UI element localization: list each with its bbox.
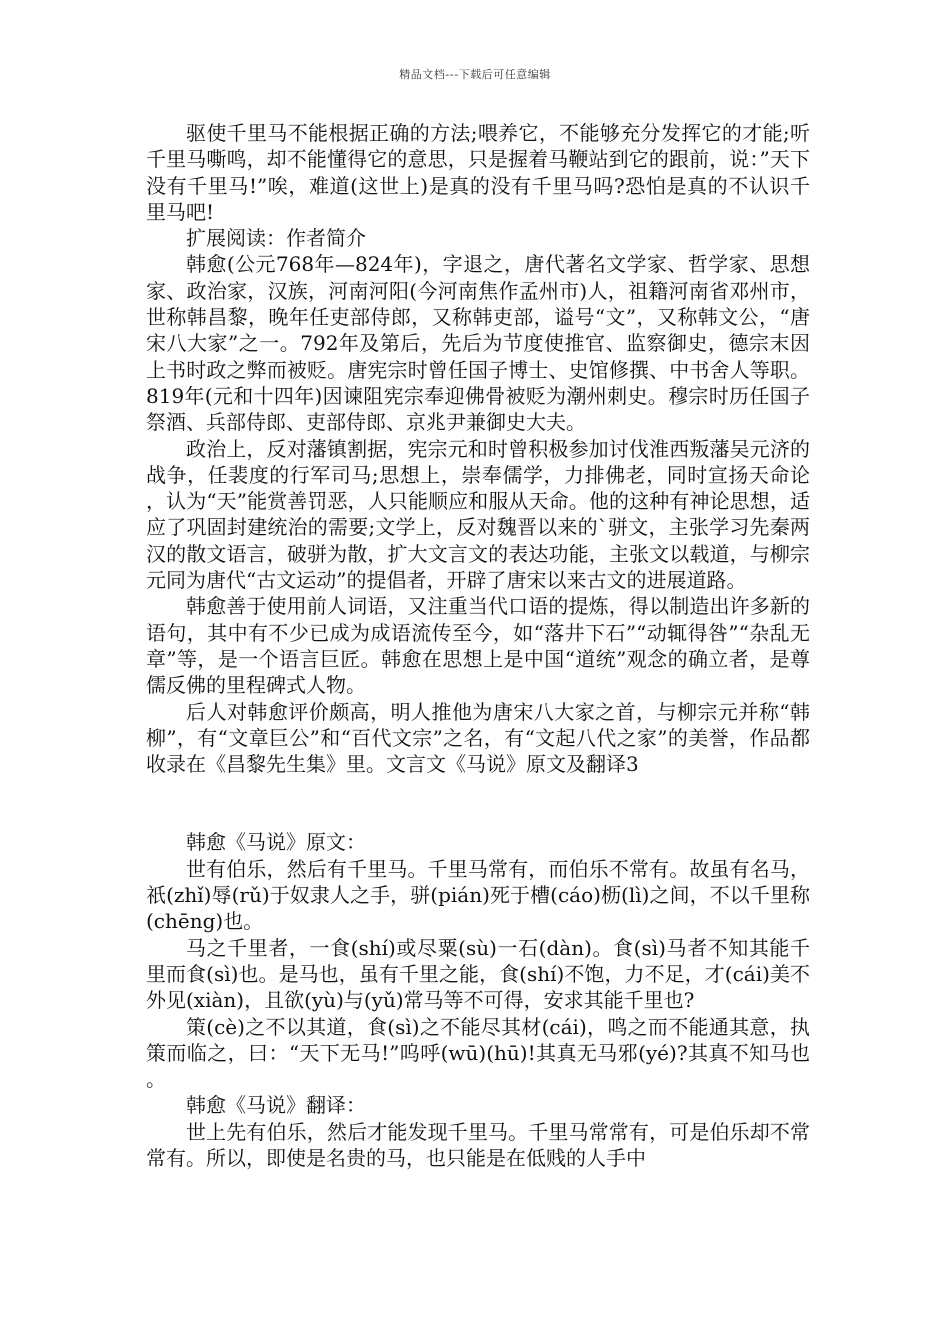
heading-translation: 韩愈《马说》翻译： (186, 1093, 366, 1118)
paragraph-original-3: 策(cè)之不以其道，食(sì)之不能尽其材(cái)，鸣之而不能通其意，执策而临之，曰：“天下无马!”呜呼(wū)(hū)!其真无马邪(yé)?其真不知马也。 (146, 1014, 810, 1092)
paragraph-original-1: 世有伯乐，然后有千里马。千里马常有，而伯乐不常有。故虽有名马，祇(zhǐ)辱(rǔ)于奴隶人之手，骈(pián)死于槽(cáo)枥(lì)之间，不以千里称(chēng)也。 (146, 856, 810, 934)
paragraph-author-bio: 韩愈(公元768年—824年)，字退之，唐代著名文学家、哲学家、思想家、政治家，汉族，河南河阳(今河南焦作孟州市)人，祖籍河南省邓州市，世称韩昌黎，晚年任吏部侍郎，又称韩吏部，谥号“文”，又称韩文公，“唐宋八大家”之一。792年及第后，先后为节度使推官、监察御史，德宗末因上书时政之弊而被贬。唐宪宗时曾任国子博士、史馆修撰、中书舍人等职。819年(元和十四年)因谏阻宪宗奉迎佛骨被贬为潮州刺史。穆宗时历任国子祭酒、兵部侍郎、吏部侍郎、京兆尹兼御史大夫。 (146, 252, 810, 435)
heading-original-text: 韩愈《马说》原文： (186, 830, 366, 855)
paragraph-spacer (146, 777, 810, 829)
paragraph-translation-end: 驱使千里马不能根据正确的方法;喂养它，不能够充分发挥它的才能;听千里马嘶鸣，却不能懂得它的意思，只是握着马鞭站到它的跟前，说：”天下没有千里马!”唉，难道(这世上)是真的没有千里马吗?恐怕是真的不认识千里马吧! (146, 121, 810, 224)
heading-author-intro: 扩展阅读：作者简介 (186, 226, 366, 251)
paragraph-language: 韩愈善于使用前人词语，又注重当代口语的提炼，得以制造出许多新的语句，其中有不少已成为成语流传至今，如“落井下石”“动辄得咎”“杂乱无章”等，是一个语言巨匠。韩愈在思想上是中国“道统”观念的确立者，是尊儒反佛的里程碑式人物。 (146, 594, 810, 698)
page-header: 精品文档---下载后可任意编辑 (399, 68, 551, 81)
paragraph-original-2: 马之千里者，一食(shí)或尽粟(sù)一石(dàn)。食(sì)马者不知其能千里而食(sì)也。是马也，虽有千里之能，食(shí)不饱，力不足，才(cái)美不外见(xiàn)，且欲(yù)与(yǔ)常马等不可得，安求其能千里也? (146, 935, 810, 1013)
paragraph-politics-thought: 政治上，反对藩镇割据，宪宗元和时曾积极参加讨伐淮西叛藩吴元济的战争，任裴度的行军司马;思想上，崇奉儒学，力排佛老，同时宣扬天命论，认为“天”能赏善罚恶，人只能顺应和服从天命。他的这种有神论思想，适应了巩固封建统治的需要;文学上，反对魏晋以来的`骈文，主张学习先秦两汉的散文语言，破骈为散，扩大文言文的表达功能，主张文以载道，与柳宗元同为唐代“古文运动”的提倡者，开辟了唐宋以来古文的进展道路。 (146, 436, 810, 593)
paragraph-translation-1: 世上先有伯乐，然后才能发现千里马。千里马常常有，可是伯乐却不常常有。所以，即使是名贵的马，也只能是在低贱的人手中 (146, 1119, 810, 1170)
document-body (146, 120, 810, 1171)
paragraph-evaluation: 后人对韩愈评价颇高，明人推他为唐宋八大家之首，与柳宗元并称“韩柳”，有“文章巨公”和“百代文宗”之名，有“文起八代之家”的美誉，作品都收录在《昌黎先生集》里。文言文《马说》原文及翻译3 (146, 699, 810, 777)
